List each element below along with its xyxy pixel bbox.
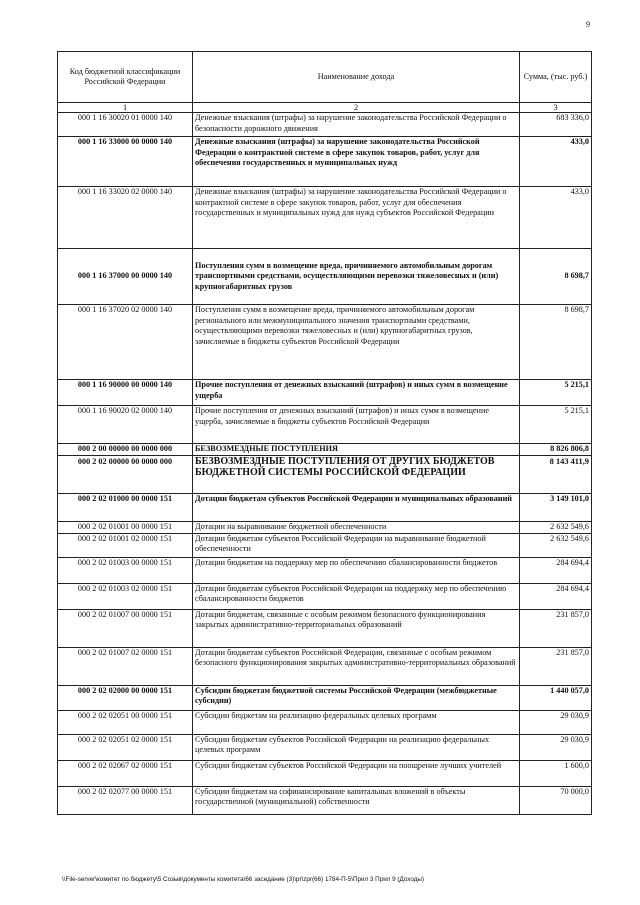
row-sum: 433,0 <box>520 187 592 249</box>
row-code: 000 2 02 01003 00 0000 151 <box>58 557 193 583</box>
row-code: 000 1 16 90020 02 0000 140 <box>58 406 193 444</box>
row-code: 000 2 02 02000 00 0000 151 <box>58 685 193 710</box>
table-row <box>58 113 592 137</box>
table-row <box>58 583 592 609</box>
row-sum: 5 215,1 <box>520 380 592 406</box>
row-name: Денежные взыскания (штрафы) за нарушение законодательства Российской Федерации о безопасности дорожного движения <box>193 113 520 137</box>
table-row <box>58 493 592 521</box>
row-sum: 5 215,1 <box>520 406 592 444</box>
table-row <box>58 609 592 647</box>
row-code: 000 2 02 00000 00 0000 000 <box>58 455 193 493</box>
table-row <box>58 734 592 760</box>
row-code: 000 1 16 90000 00 0000 140 <box>58 380 193 406</box>
row-code: 000 2 02 01007 02 0000 151 <box>58 647 193 685</box>
row-code: 000 1 16 37020 02 0000 140 <box>58 305 193 380</box>
row-sum: 29 030,9 <box>520 710 592 734</box>
row-code: 000 1 16 33000 00 0000 140 <box>58 137 193 187</box>
table-row <box>58 187 592 249</box>
row-code: 000 1 16 30020 01 0000 140 <box>58 113 193 137</box>
column-number: 2 <box>193 103 520 113</box>
table-row <box>58 760 592 786</box>
row-code: 000 2 02 02067 02 0000 151 <box>58 760 193 786</box>
row-name: Дотации бюджетам субъектов Российской Федерации на выравнивание бюджетной обеспеченности <box>193 533 520 557</box>
row-sum: 70 000,0 <box>520 786 592 814</box>
revenue-table <box>57 51 592 815</box>
row-sum: 683 336,0 <box>520 113 592 137</box>
row-sum: 231 857,0 <box>520 647 592 685</box>
page-number: 9 <box>586 20 590 29</box>
table-row <box>58 786 592 814</box>
row-sum: 231 857,0 <box>520 609 592 647</box>
table-row <box>58 137 592 187</box>
row-name: Субсидии бюджетам субъектов Российской Федерации на реализацию федеральных целевых программ <box>193 734 520 760</box>
row-sum: 8 826 806,8 <box>520 444 592 456</box>
table-row <box>58 380 592 406</box>
row-name: Поступления сумм в возмещение вреда, причиняемого автомобильным дорогам регионального или межмуниципального значения транспортными средствами, осуществляющими перевозки тяжеловесных и (или) крупногабаритных грузов, зачисляемые в бюджеты субъектов Российской Федерации <box>193 305 520 380</box>
row-name: Прочие поступления от денежных взысканий (штрафов) и иных сумм в возмещение ущерба, зачисляемые в бюджеты субъектов Российской Федерации <box>193 406 520 444</box>
table-row <box>58 305 592 380</box>
table-row <box>58 406 592 444</box>
table-row <box>58 249 592 305</box>
row-name: Субсидии бюджетам на реализацию федеральных целевых программ <box>193 710 520 734</box>
row-sum: 8 698,7 <box>520 249 592 305</box>
header-code: Код бюджетной классификации Российской Федерации <box>58 52 193 103</box>
table-row <box>58 521 592 533</box>
row-code: 000 2 02 01007 00 0000 151 <box>58 609 193 647</box>
row-name: Дотации бюджетам субъектов Российской Федерации, связанные с особым режимом безопасного функционирования закрытых административно-территориальных образований <box>193 647 520 685</box>
row-sum: 284 694,4 <box>520 583 592 609</box>
row-name: Дотации бюджетам на поддержку мер по обеспечению сбалансированности бюджетов <box>193 557 520 583</box>
file-path-footer: \\File-server\комитет по бюджету\5 Созыв\документы комитета\66 заседание (3)\pr\zpr(66) 1784-П-5\Прил 3 Прил 9 (Доходы) <box>62 876 425 883</box>
row-name: Денежные взыскания (штрафы) за нарушение законодательства Российской Федерации о контрактной системе в сфере закупок товаров, работ, услуг для обеспечения государственных и муниципальных нужд для нужд субъектов Российской Федерации <box>193 187 520 249</box>
row-sum: 2 632 549,6 <box>520 521 592 533</box>
row-name: Прочие поступления от денежных взысканий (штрафов) и иных сумм в возмещение ущерба <box>193 380 520 406</box>
row-name: БЕЗВОЗМЕЗДНЫЕ ПОСТУПЛЕНИЯ ОТ ДРУГИХ БЮДЖЕТОВ БЮДЖЕТНОЙ СИСТЕМЫ РОССИЙСКОЙ ФЕДЕРАЦИИ <box>193 455 520 493</box>
row-code: 000 2 02 02051 02 0000 151 <box>58 734 193 760</box>
table-row <box>58 710 592 734</box>
row-sum: 1 600,0 <box>520 760 592 786</box>
row-name: Дотации бюджетам, связанные с особым режимом безопасного функционирования закрытых административно-территориальных образований <box>193 609 520 647</box>
column-number-row <box>58 103 592 113</box>
header-sum: Сумма, (тыс. руб.) <box>520 52 592 103</box>
row-name: БЕЗВОЗМЕЗДНЫЕ ПОСТУПЛЕНИЯ <box>193 444 520 456</box>
row-sum: 1 440 057,0 <box>520 685 592 710</box>
table-row <box>58 444 592 456</box>
row-name: Субсидии бюджетам субъектов Российской Федерации на поощрение лучших учителей <box>193 760 520 786</box>
table-row <box>58 533 592 557</box>
row-code: 000 2 00 00000 00 0000 000 <box>58 444 193 456</box>
row-code: 000 2 02 01000 00 0000 151 <box>58 493 193 521</box>
row-code: 000 1 16 33020 02 0000 140 <box>58 187 193 249</box>
row-sum: 284 694,4 <box>520 557 592 583</box>
row-name: Поступления сумм в возмещение вреда, причиняемого автомобильным дорогам транспортными средствами, осуществляющими перевозки тяжеловесных и (или) крупногабаритных грузов <box>193 249 520 305</box>
row-code: 000 1 16 37000 00 0000 140 <box>58 249 193 305</box>
column-number: 1 <box>58 103 193 113</box>
row-name: Денежные взыскания (штрафы) за нарушение законодательства Российской Федерации о контрактной системе в сфере закупок товаров, работ, услуг для обеспечения государственных и муниципальных нужд <box>193 137 520 187</box>
row-name: Субсидии бюджетам бюджетной системы Российской Федерации (межбюджетные субсидии) <box>193 685 520 710</box>
row-sum: 8 698,7 <box>520 305 592 380</box>
row-name: Дотации бюджетам субъектов Российской Федерации и муниципальных образований <box>193 493 520 521</box>
header-name: Наименование дохода <box>193 52 520 103</box>
table-row <box>58 685 592 710</box>
row-name: Дотации на выравнивание бюджетной обеспеченности <box>193 521 520 533</box>
row-sum: 433,0 <box>520 137 592 187</box>
row-code: 000 2 02 02051 00 0000 151 <box>58 710 193 734</box>
table-row <box>58 647 592 685</box>
row-name: Дотации бюджетам субъектов Российской Федерации на поддержку мер по обеспечению сбалансированности бюджетов <box>193 583 520 609</box>
row-code: 000 2 02 01001 02 0000 151 <box>58 533 193 557</box>
table-header-row <box>58 52 592 103</box>
row-sum: 2 632 549,6 <box>520 533 592 557</box>
row-sum: 3 149 101,0 <box>520 493 592 521</box>
table-row <box>58 455 592 493</box>
row-code: 000 2 02 02077 00 0000 151 <box>58 786 193 814</box>
row-code: 000 2 02 01003 02 0000 151 <box>58 583 193 609</box>
table-row <box>58 557 592 583</box>
row-sum: 29 030,9 <box>520 734 592 760</box>
row-code: 000 2 02 01001 00 0000 151 <box>58 521 193 533</box>
column-number: 3 <box>520 103 592 113</box>
row-name: Субсидии бюджетам на софинансирование капитальных вложений в объекты государственной (муниципальной) собственности <box>193 786 520 814</box>
row-sum: 8 143 411,9 <box>520 455 592 493</box>
